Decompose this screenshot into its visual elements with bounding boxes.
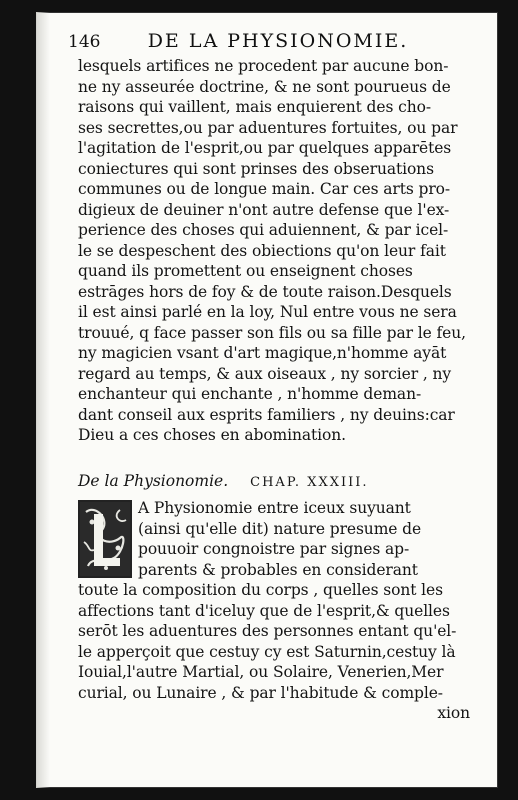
chapter-title: De la Physionomie.: [78, 472, 229, 490]
text-line: perience des choses qui aduiennent, & par icel-: [78, 221, 449, 239]
page-number: 146: [68, 32, 101, 52]
text-line: digieux de deuiner n'ont autre defense que l'ex-: [78, 200, 450, 219]
text-line: coniectures qui sont prinses des obseruations: [78, 159, 434, 178]
ornamental-initial: [78, 500, 132, 578]
text-line: ne ny asseurée doctrine, & ne sont pourueus de: [78, 77, 451, 96]
text-line: A Physionomie entre iceux suyuant: [138, 499, 411, 517]
running-head: [68, 30, 448, 52]
text-line: enchanteur qui enchante , n'homme deman-: [78, 385, 422, 403]
text-line: toute la composition du corps , quelles sont les: [78, 581, 443, 599]
chapter-text: [78, 498, 482, 724]
text-line: lesquels artifices ne procedent par aucune bon-: [78, 57, 449, 75]
text-line: dant conseil aux esprits familiers , ny deuins:car: [78, 405, 455, 424]
text-line: (ainsi qu'elle dit) nature presume de: [138, 519, 422, 538]
text-line: communes ou de longue main. Car ces arts pro-: [78, 180, 451, 198]
body-text: [78, 56, 482, 446]
text-line: pouuoir congnoistre par signes ap-: [138, 540, 410, 558]
gutter-shadow: [36, 12, 50, 788]
text-line: regard au temps, & aux oiseaux , ny sorcier , ny: [78, 364, 452, 383]
text-line: le apperçoit que cestuy cy est Saturnin,cestuy là: [78, 642, 456, 661]
text-line: ses secrettes,ou par aduentures fortuites, ou par: [78, 118, 458, 137]
chapter-number: CHAP. XXXIII.: [250, 475, 369, 490]
text-line: affections tant d'iceluy que de l'esprit,& quelles: [78, 601, 450, 620]
running-title: DE LA PHYSIONOMIE.: [147, 30, 409, 52]
text-line: ny magicien vsant d'art magique,n'homme ayāt: [78, 344, 447, 362]
text-line: parents & probables en considerant: [138, 560, 418, 579]
text-line: l'agitation de l'esprit,ou par quelques apparētes: [78, 139, 452, 157]
text-line: estrāges hors de foy & de toute raison.Desquels: [78, 282, 452, 301]
text-line: raisons qui vaillent, mais enquierent des cho-: [78, 98, 431, 116]
text-line: le se despeschent des obiections qu'on leur fait: [78, 241, 446, 260]
text-line: Iouial,l'autre Martial, ou Solaire, Venerien,Mer: [78, 663, 444, 681]
catchword: xion: [437, 704, 470, 722]
text-line: il est ainsi parlé en la loy, Nul entre vous ne sera: [78, 303, 457, 321]
text-line: curial, ou Lunaire , & par l'habitude & comple-: [78, 683, 443, 702]
text-line: Dieu a ces choses en abomination.: [78, 426, 346, 444]
chapter-heading: [78, 472, 482, 490]
text-line: serōt les aduentures des personnes entant qu'el-: [78, 622, 457, 640]
text-line: trouué, q face passer son fils ou sa fille par le feu,: [78, 323, 466, 342]
text-line: quand ils promettent ou enseignent choses: [78, 262, 413, 280]
